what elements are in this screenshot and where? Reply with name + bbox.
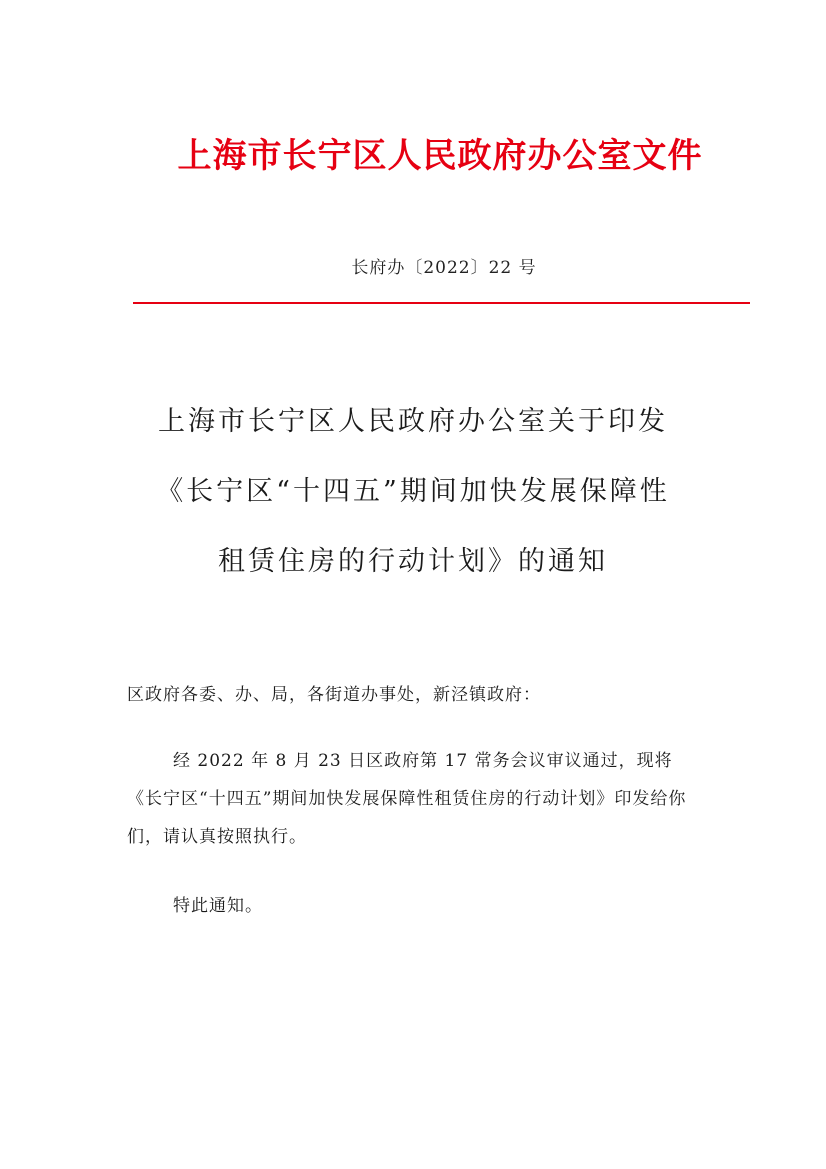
red-divider-line <box>133 302 750 304</box>
body-paragraph: 经 2022 年 8 月 23 日区政府第 17 常务会议审议通过，现将《长宁区“十四五”期间加快发展保障性租赁住房的行动计划》印发给你们，请认真按照执行。 <box>127 751 687 847</box>
title-line-2: 《长宁区“十四五”期间加快发展保障性 <box>156 476 670 507</box>
addressee-line: 区政府各委、办、局，各街道办事处，新泾镇政府： <box>127 685 541 705</box>
document-title <box>0 402 826 612</box>
document-number: 长府办〔2022〕22 号 <box>351 258 537 278</box>
issuer-title: 上海市长宁区人民政府办公室文件 <box>177 136 703 176</box>
title-line-1: 上海市长宁区人民政府办公室关于印发 <box>158 406 668 437</box>
title-line-3: 租赁住房的行动计划》的通知 <box>218 546 608 577</box>
closing-line: 特此通知。 <box>173 896 263 916</box>
